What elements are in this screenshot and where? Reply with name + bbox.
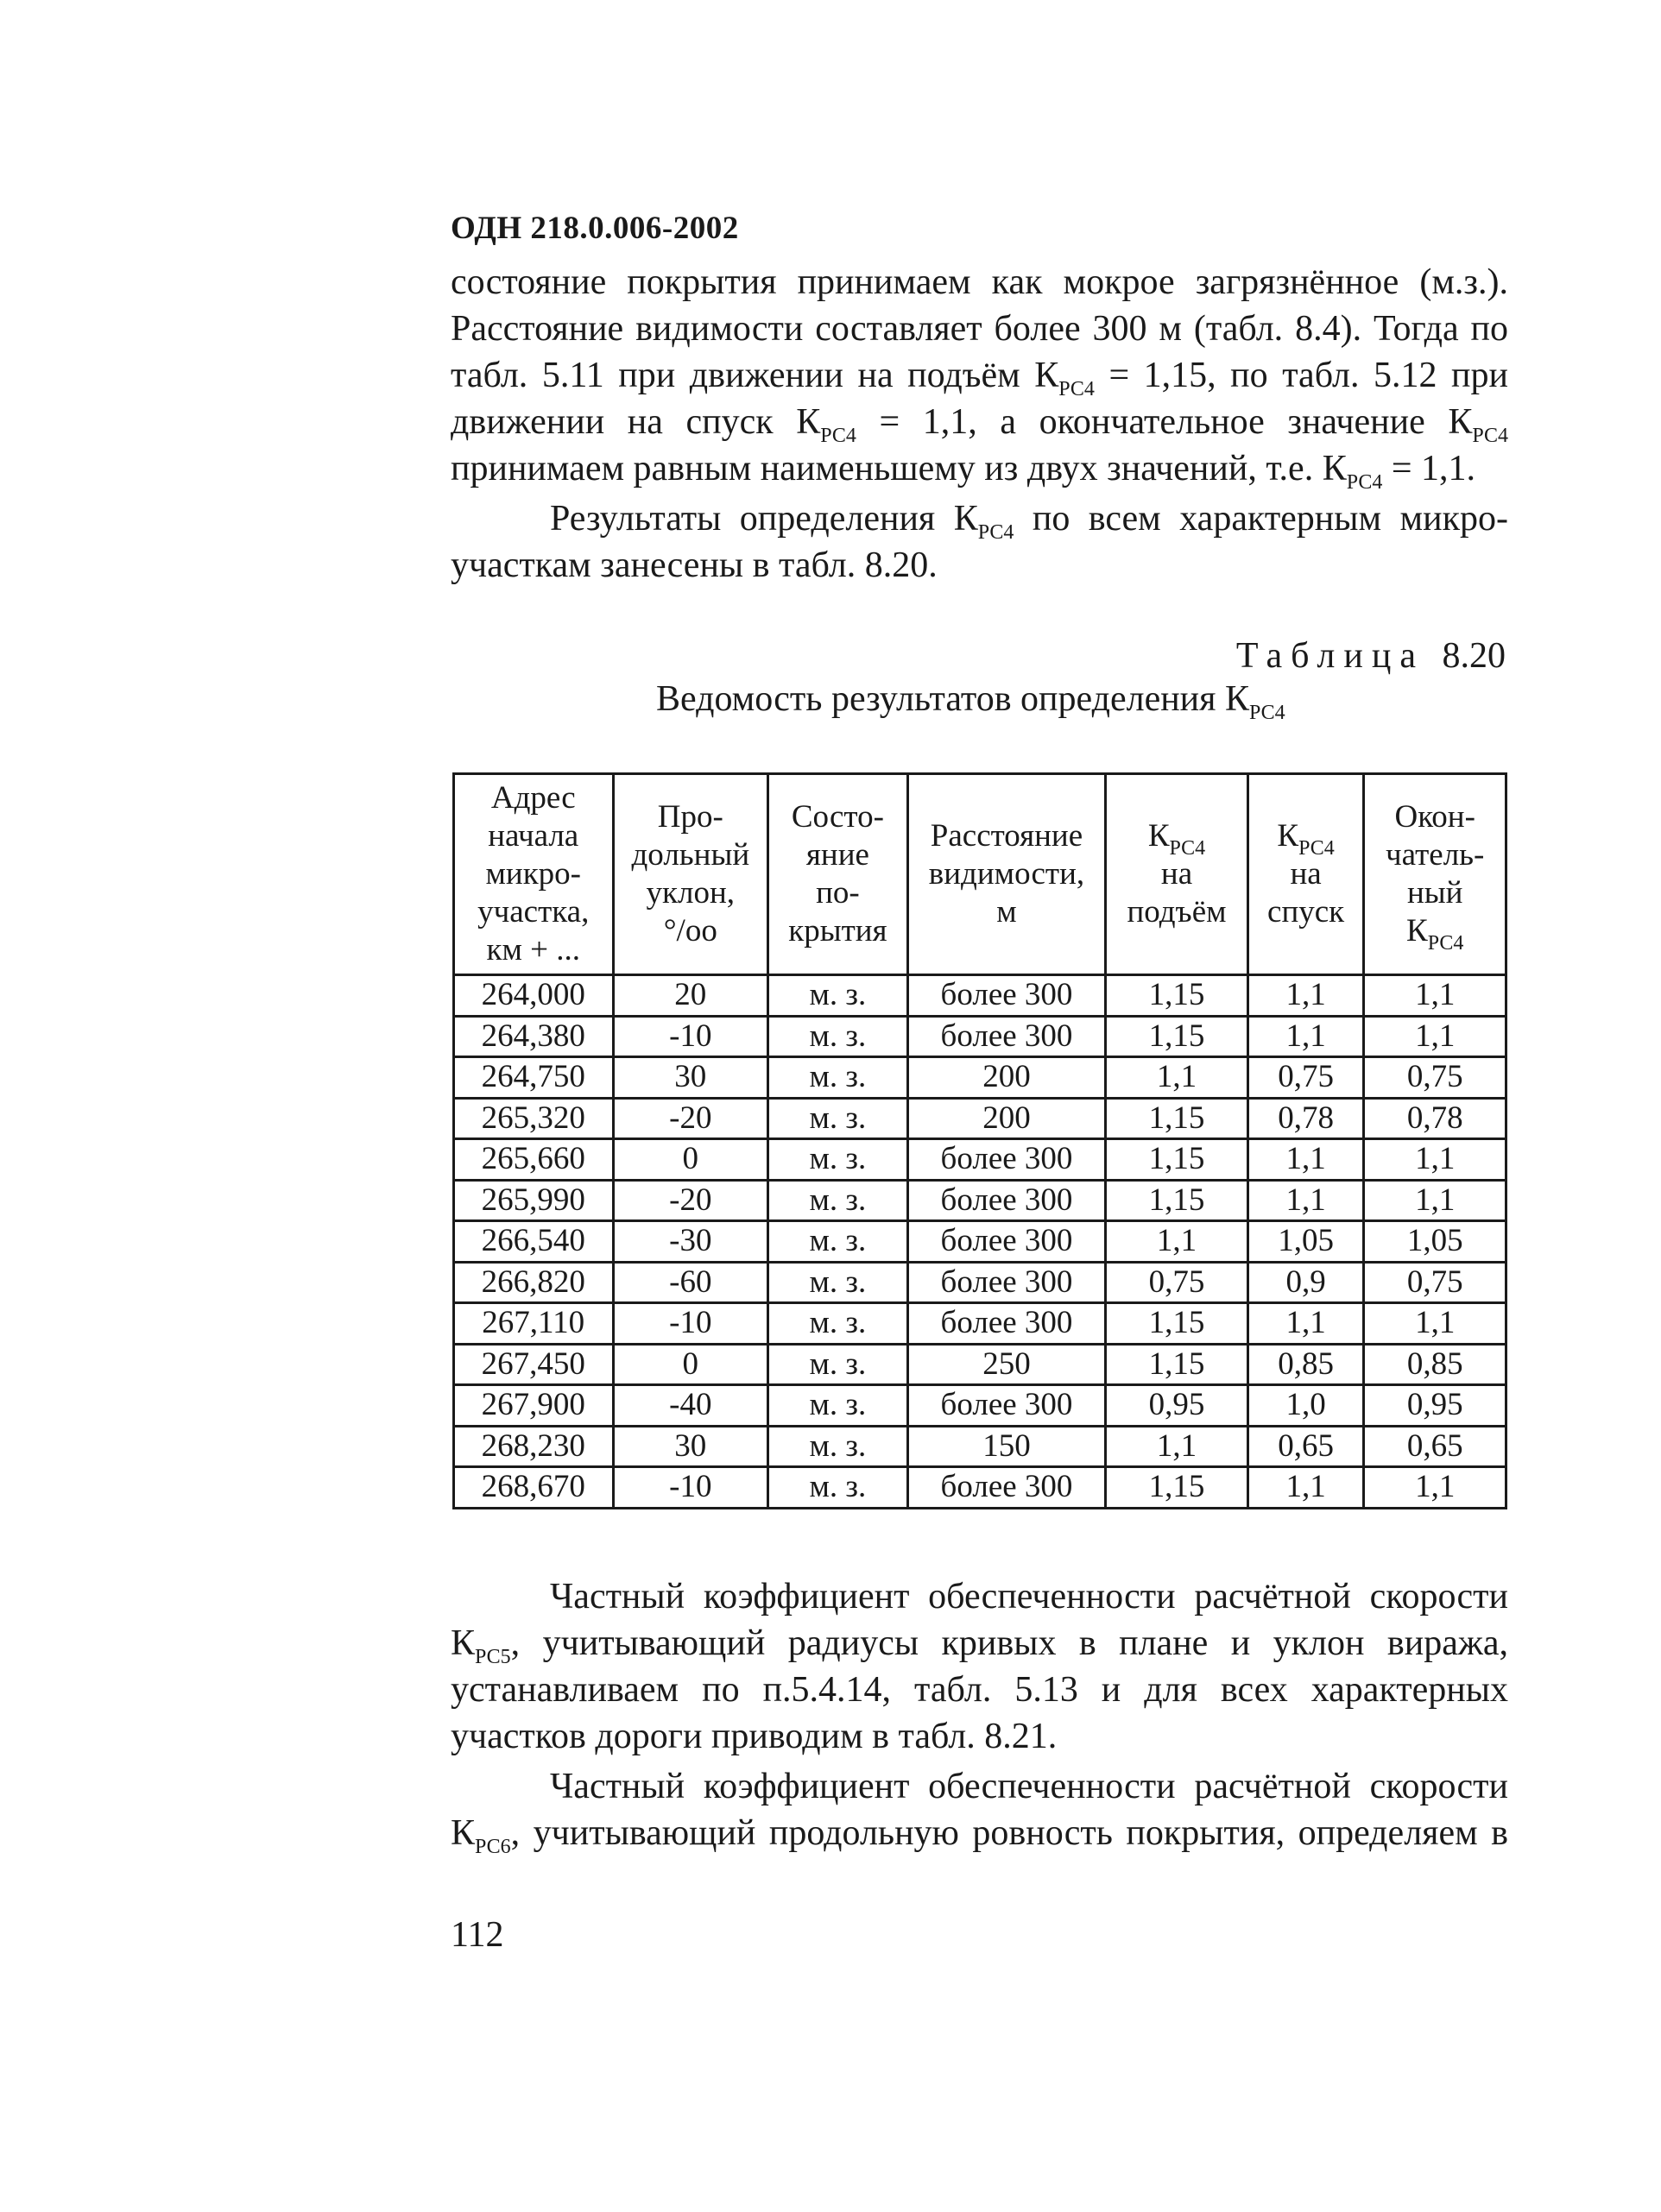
- cell-visibility: 200: [907, 1098, 1106, 1139]
- cell-visibility: 250: [907, 1344, 1106, 1385]
- table-row: [454, 1385, 1506, 1427]
- cell-k-up: 1,15: [1106, 975, 1248, 1017]
- header-visibility: Расстояние видимости, м: [907, 774, 1106, 975]
- page-number: 112: [451, 1915, 504, 1955]
- k5-line-3: устанавливаем по п.5.4.14, табл. 5.13 и для всех характерных: [451, 1670, 1508, 1710]
- cell-slope: -30: [613, 1221, 768, 1263]
- cell-visibility: 200: [907, 1057, 1106, 1099]
- cell-surface: м. з.: [768, 975, 908, 1017]
- cell-address: 265,660: [454, 1139, 614, 1181]
- cell-k-up: 1,15: [1106, 1098, 1248, 1139]
- table-row: [454, 1303, 1506, 1345]
- cell-k-up: 1,15: [1106, 1303, 1248, 1345]
- cell-slope: -20: [613, 1180, 768, 1221]
- cell-visibility: более 300: [907, 1303, 1106, 1345]
- table-row: [454, 1426, 1506, 1467]
- header-surface: Состо- яние по- крытия: [768, 774, 908, 975]
- cell-visibility: более 300: [907, 1262, 1106, 1303]
- results-line-2: участкам занесены в табл. 8.20.: [451, 545, 938, 585]
- cell-k-down: 1,1: [1247, 1139, 1364, 1181]
- cell-k-up: 1,15: [1106, 1139, 1248, 1181]
- cell-k-final: 1,1: [1364, 1016, 1506, 1057]
- table-row: [454, 1139, 1506, 1181]
- cell-k-down: 1,1: [1247, 975, 1364, 1017]
- results-table: [452, 772, 1507, 1509]
- cell-k-down: 0,78: [1247, 1098, 1364, 1139]
- table-row: [454, 1344, 1506, 1385]
- cell-visibility: более 300: [907, 1385, 1106, 1427]
- cell-k-final: 1,1: [1364, 1139, 1506, 1181]
- cell-surface: м. з.: [768, 1262, 908, 1303]
- cell-k-final: 0,78: [1364, 1098, 1506, 1139]
- header-slope: Про- дольный уклон, °/оо: [613, 774, 768, 975]
- cell-k-final: 0,75: [1364, 1262, 1506, 1303]
- k5-paragraph: [451, 1573, 1508, 1760]
- cell-k-final: 1,1: [1364, 975, 1506, 1017]
- table-row: [454, 975, 1506, 1017]
- cell-slope: -60: [613, 1262, 768, 1303]
- document-code: ОДН 218.0.006-2002: [451, 211, 739, 246]
- cell-visibility: более 300: [907, 1016, 1106, 1057]
- cell-visibility: более 300: [907, 1221, 1106, 1263]
- cell-visibility: 150: [907, 1426, 1106, 1467]
- table-title: Ведомость результатов определения $К_{РС4}$: [656, 679, 1285, 724]
- intro-line-3: табл. 5.11 при движении на подъём $К_{РС4} = 1,15$, по табл. 5.12 при: [451, 356, 1508, 400]
- table-number-value: 8.20: [1442, 636, 1506, 676]
- table-header-row: [454, 774, 1506, 975]
- cell-surface: м. з.: [768, 1303, 908, 1345]
- cell-address: 264,380: [454, 1016, 614, 1057]
- cell-address: 267,110: [454, 1303, 614, 1345]
- header-k-down: $К_{РС4}$ на спуск: [1247, 774, 1364, 975]
- cell-surface: м. з.: [768, 1139, 908, 1181]
- results-paragraph: [451, 495, 1508, 589]
- cell-k-up: 1,15: [1106, 1016, 1248, 1057]
- cell-k-down: 1,1: [1247, 1303, 1364, 1345]
- cell-k-up: 0,95: [1106, 1385, 1248, 1427]
- cell-slope: 0: [613, 1344, 768, 1385]
- k6-paragraph: [451, 1763, 1508, 1856]
- cell-slope: 20: [613, 975, 768, 1017]
- table-row: [454, 1057, 1506, 1099]
- cell-k-up: 1,15: [1106, 1180, 1248, 1221]
- header-k-final: Окон- чатель- ный $К_{РС4}$: [1364, 774, 1506, 975]
- cell-surface: м. з.: [768, 1467, 908, 1509]
- cell-visibility: более 300: [907, 1139, 1106, 1181]
- table-row: [454, 1467, 1506, 1509]
- table-number-label: Таблица: [1235, 636, 1424, 676]
- results-line-1: Результаты определения $К_{РС4}$ по всем характерным микро-: [550, 499, 1508, 544]
- cell-slope: -20: [613, 1098, 768, 1139]
- table-row: [454, 1180, 1506, 1221]
- intro-line-4: движении на спуск $К_{РС4} = 1,1$, а окончательное значение $К_{РС4}$: [451, 402, 1508, 447]
- k6-line-1: Частный коэффициент обеспеченности расчётной скорости: [550, 1767, 1508, 1806]
- cell-surface: м. з.: [768, 1180, 908, 1221]
- cell-k-down: 0,65: [1247, 1426, 1364, 1467]
- k5-line-1: Частный коэффициент обеспеченности расчётной скорости: [550, 1577, 1508, 1616]
- cell-k-up: 1,1: [1106, 1426, 1248, 1467]
- cell-address: 268,670: [454, 1467, 614, 1509]
- cell-slope: 0: [613, 1139, 768, 1181]
- cell-k-final: 1,1: [1364, 1180, 1506, 1221]
- table-row: [454, 1262, 1506, 1303]
- cell-k-down: 1,0: [1247, 1385, 1364, 1427]
- cell-slope: 30: [613, 1426, 768, 1467]
- cell-slope: -10: [613, 1303, 768, 1345]
- cell-address: 264,750: [454, 1057, 614, 1099]
- cell-address: 266,820: [454, 1262, 614, 1303]
- cell-slope: -10: [613, 1467, 768, 1509]
- cell-k-down: 1,1: [1247, 1180, 1364, 1221]
- cell-surface: м. з.: [768, 1426, 908, 1467]
- cell-surface: м. з.: [768, 1385, 908, 1427]
- cell-address: 267,900: [454, 1385, 614, 1427]
- k6-line-2: $К_{РС6}$, учитывающий продольную ровность покрытия, определяем в: [451, 1813, 1508, 1858]
- cell-slope: -10: [613, 1016, 768, 1057]
- cell-slope: 30: [613, 1057, 768, 1099]
- cell-address: 265,990: [454, 1180, 614, 1221]
- cell-k-down: 1,1: [1247, 1467, 1364, 1509]
- table-row: [454, 1221, 1506, 1263]
- cell-slope: -40: [613, 1385, 768, 1427]
- cell-k-up: 1,1: [1106, 1057, 1248, 1099]
- cell-surface: м. з.: [768, 1057, 908, 1099]
- cell-k-final: 1,1: [1364, 1467, 1506, 1509]
- cell-address: 266,540: [454, 1221, 614, 1263]
- intro-line-2: Расстояние видимости составляет более 300 м (табл. 8.4). Тогда по: [451, 309, 1508, 349]
- cell-k-down: 0,9: [1247, 1262, 1364, 1303]
- cell-k-down: 1,05: [1247, 1221, 1364, 1263]
- cell-k-up: 0,75: [1106, 1262, 1248, 1303]
- k5-line-2: $К_{РС5}$, учитывающий радиусы кривых в плане и уклон виража,: [451, 1623, 1508, 1668]
- cell-visibility: более 300: [907, 975, 1106, 1017]
- cell-surface: м. з.: [768, 1098, 908, 1139]
- cell-k-final: 0,65: [1364, 1426, 1506, 1467]
- cell-k-final: 0,95: [1364, 1385, 1506, 1427]
- table-number: [1236, 635, 1506, 677]
- cell-k-up: 1,15: [1106, 1344, 1248, 1385]
- cell-address: 265,320: [454, 1098, 614, 1139]
- table-body: [454, 975, 1506, 1509]
- cell-address: 268,230: [454, 1426, 614, 1467]
- cell-k-down: 0,75: [1247, 1057, 1364, 1099]
- cell-visibility: более 300: [907, 1180, 1106, 1221]
- header-address: Адрес начала микро- участка, км + ...: [454, 774, 614, 975]
- cell-visibility: более 300: [907, 1467, 1106, 1509]
- cell-k-final: 0,85: [1364, 1344, 1506, 1385]
- cell-k-up: 1,15: [1106, 1467, 1248, 1509]
- cell-k-down: 1,1: [1247, 1016, 1364, 1057]
- table-row: [454, 1016, 1506, 1057]
- header-k-up: $К_{РС4}$ на подъём: [1106, 774, 1248, 975]
- cell-surface: м. з.: [768, 1221, 908, 1263]
- intro-paragraph: [451, 259, 1508, 492]
- cell-surface: м. з.: [768, 1344, 908, 1385]
- cell-k-down: 0,85: [1247, 1344, 1364, 1385]
- cell-k-up: 1,1: [1106, 1221, 1248, 1263]
- cell-k-final: 1,05: [1364, 1221, 1506, 1263]
- cell-k-final: 0,75: [1364, 1057, 1506, 1099]
- table-row: [454, 1098, 1506, 1139]
- cell-address: 267,450: [454, 1344, 614, 1385]
- cell-address: 264,000: [454, 975, 614, 1017]
- cell-surface: м. з.: [768, 1016, 908, 1057]
- cell-k-final: 1,1: [1364, 1303, 1506, 1345]
- intro-line-1: состояние покрытия принимаем как мокрое загрязнённое (м.з.).: [451, 262, 1508, 302]
- intro-line-5: принимаем равным наименьшему из двух значений, т.е. $К_{РС4} = 1,1$.: [451, 449, 1476, 494]
- k5-line-4: участков дороги приводим в табл. 8.21.: [451, 1717, 1058, 1756]
